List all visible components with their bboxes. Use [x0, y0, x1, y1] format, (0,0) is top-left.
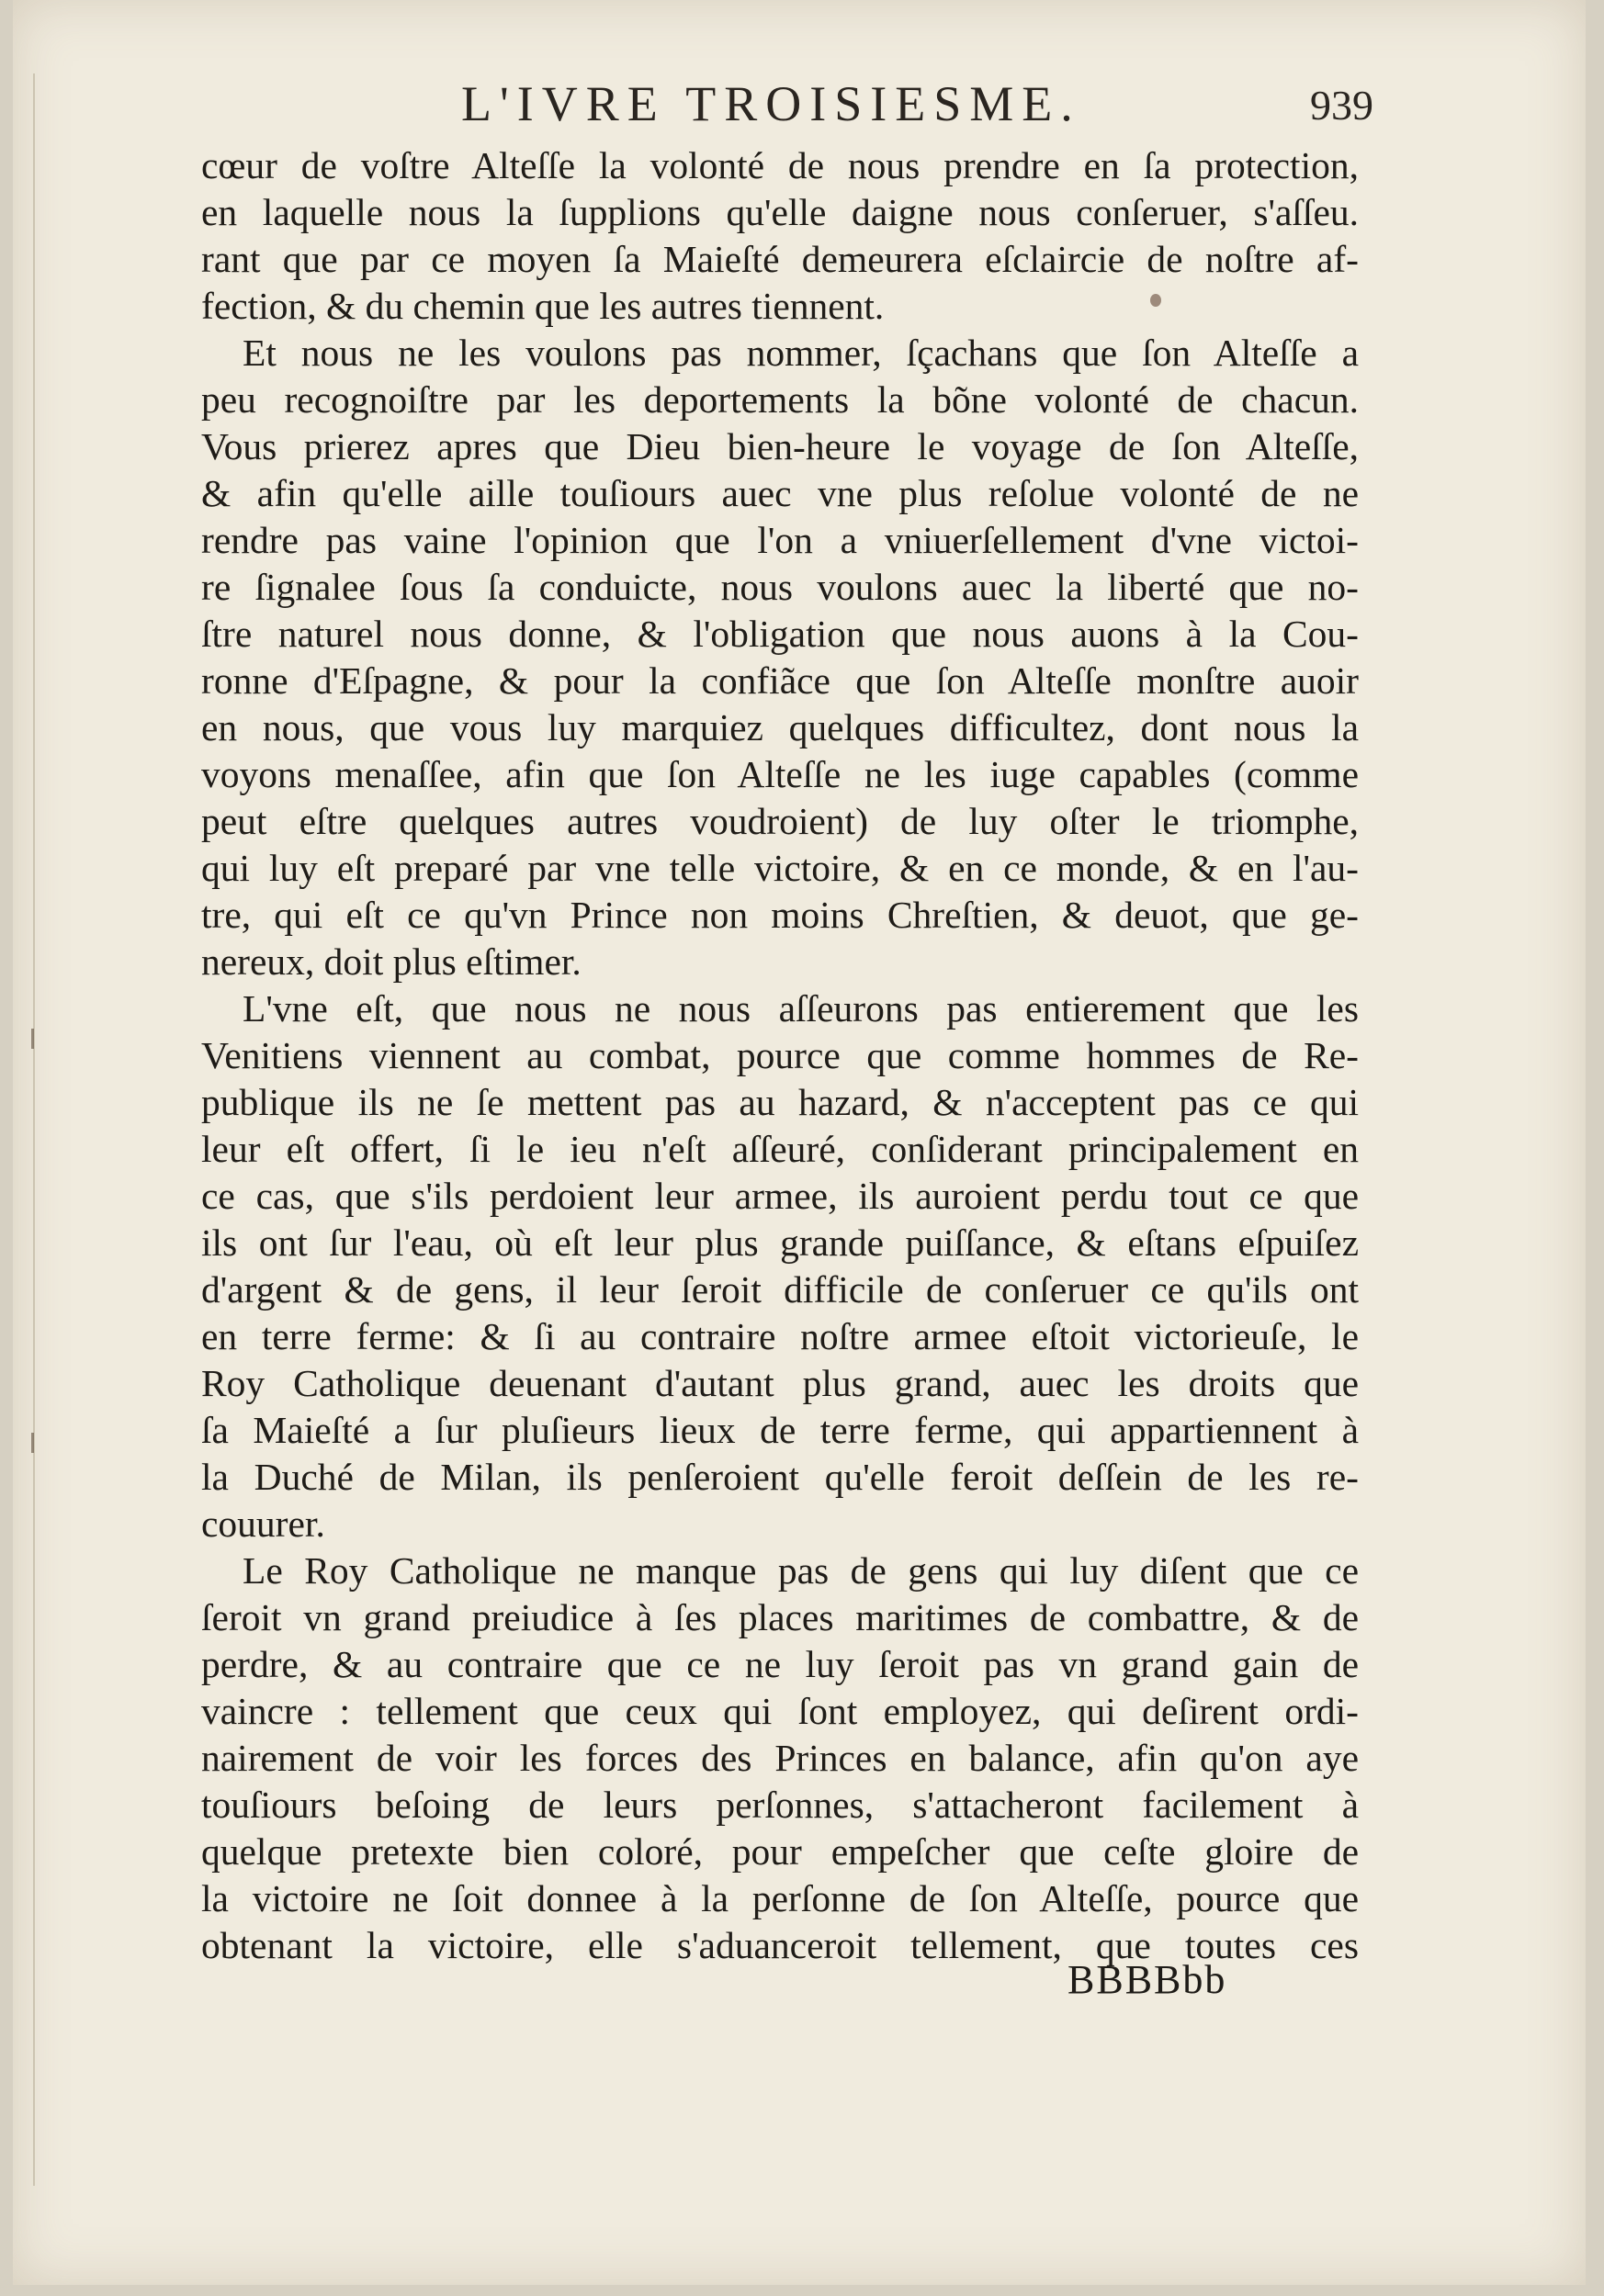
text-line: cœur de voſtre Alteſſe la volonté de nous prendre en ſa protection, [201, 144, 1359, 186]
paragraph [201, 1548, 1359, 1969]
text-line: la victoire ne ſoit donnee à la perſonne de ſon Alteſſe, pource que [201, 1877, 1359, 1919]
text-line: en nous, que vous luy marquiez quelques difficultez, dont nous la [201, 706, 1359, 748]
page-edge-shadow [33, 73, 35, 2186]
text-line: voyons menaſſee, afin que ſon Alteſſe ne les iuge capables (comme [201, 753, 1359, 795]
text-line: vaincre : tellement que ceux qui ſont employez, qui deſirent ordi- [201, 1690, 1359, 1732]
text-line: en laquelle nous la ſupplions qu'elle daigne nous conſeruer, s'aſſeu. [201, 191, 1359, 233]
text-line: Venitiens viennent au combat, pource que comme hommes de Re- [201, 1034, 1359, 1076]
text-line: ſeroit vn grand preiudice à ſes places maritimes de combattre, & de [201, 1596, 1359, 1638]
text-line: nairement de voir les forces des Princes en balance, afin qu'on aye [201, 1737, 1359, 1779]
text-line: peu recognoiſtre par les deportements la bõne volonté de chacun. [201, 378, 1359, 421]
running-title: L'IVRE TROISIESME. [461, 76, 1081, 131]
text-line: ſa Maieſté a ſur pluſieurs lieux de terre ferme, qui appartiennent à [201, 1409, 1359, 1451]
text-line: rendre pas vaine l'opinion que l'on a vniuerſellement d'vne victoi- [201, 519, 1359, 561]
text-line: publique ils ne ſe mettent pas au hazard, & n'acceptent pas ce qui [201, 1081, 1359, 1123]
text-line: & afin qu'elle aille touſiours auec vne plus reſolue volonté de ne [201, 472, 1359, 514]
text-line: Et nous ne les voulons pas nommer, ſçachans que ſon Alteſſe a [243, 332, 1359, 374]
text-line: perdre, & au contraire que ce ne luy ſeroit pas vn grand gain de [201, 1643, 1359, 1685]
paragraph [201, 142, 1359, 330]
text-line: fection, & du chemin que les autres tiennent. [201, 285, 885, 327]
page-number: 939 [1310, 82, 1373, 129]
text-line: ſtre naturel nous donne, & l'obligation que nous auons à la Cou- [201, 613, 1359, 655]
text-line: rant que par ce moyen ſa Maieſté demeurera eſclaircie de noſtre af- [201, 238, 1359, 280]
text-line: re ſignalee ſous ſa conduicte, nous voulons auec la liberté que no- [201, 566, 1359, 608]
text-line: d'argent & de gens, il leur ſeroit difficile de conſeruer ce qu'ils ont [201, 1268, 1359, 1311]
text-line: peut eſtre quelques autres voudroient) de luy oſter le triomphe, [201, 800, 1359, 842]
text-line: leur eſt offert, ſi le ieu n'eſt aſſeuré, conſiderant principalement en [201, 1128, 1359, 1170]
body-text [201, 142, 1359, 1969]
text-line: couurer. [201, 1503, 325, 1545]
ink-spot [1150, 294, 1161, 307]
signature-mark: BBBBbb [1067, 1957, 1227, 2002]
text-line: en terre ferme: & ſi au contraire noſtre armee eſtoit victorieuſe, le [201, 1315, 1359, 1357]
text-line: ronne d'Eſpagne, & pour la confiãce que ſon Alteſſe monſtre auoir [201, 659, 1359, 702]
text-line: nereux, doit plus eſtimer. [201, 940, 582, 983]
text-line: la Duché de Milan, ils penſeroient qu'elle feroit deſſein de les re- [201, 1456, 1359, 1498]
margin-mark [31, 1433, 34, 1453]
running-header [13, 72, 1586, 145]
paragraph [201, 985, 1359, 1548]
text-line: Vous prierez apres que Dieu bien-heure le voyage de ſon Alteſſe, [201, 425, 1359, 467]
text-line: Le Roy Catholique ne manque pas de gens qui luy diſent que ce [243, 1549, 1359, 1592]
text-line: tre, qui eſt ce qu'vn Prince non moins Chreſtien, & deuot, que ge- [201, 894, 1359, 936]
paragraph [201, 330, 1359, 985]
text-line: qui luy eſt preparé par vne telle victoire, & en ce monde, & en l'au- [201, 847, 1359, 889]
book-page [13, 0, 1586, 2285]
margin-mark [31, 1029, 34, 1049]
text-line: touſiours beſoing de leurs perſonnes, s'attacheront facilement à [201, 1784, 1359, 1826]
text-line: Roy Catholique deuenant d'autant plus grand, auec les droits que [201, 1362, 1359, 1404]
text-line: ils ont ſur l'eau, où eſt leur plus grande puiſſance, & eſtans eſpuiſez [201, 1221, 1359, 1264]
text-line: quelque pretexte bien coloré, pour empeſcher que ceſte gloire de [201, 1830, 1359, 1873]
text-line: ce cas, que s'ils perdoient leur armee, ils auroient perdu tout ce que [201, 1175, 1359, 1217]
text-line: obtenant la victoire, elle s'aduanceroit tellement, que toutes ces [201, 1924, 1359, 1966]
text-line: L'vne eſt, que nous ne nous aſſeurons pas entierement que les [243, 987, 1359, 1030]
